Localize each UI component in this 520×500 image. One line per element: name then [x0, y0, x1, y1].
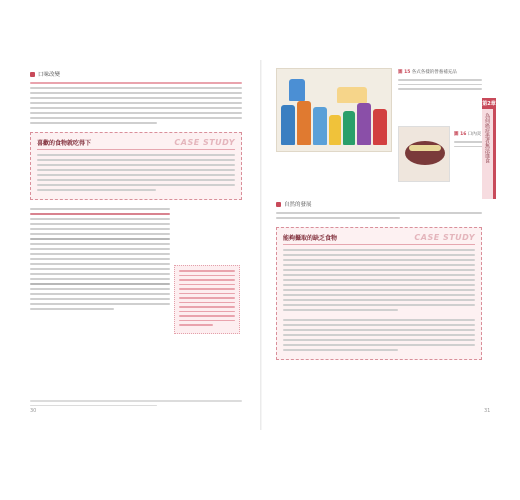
figure2-caption [454, 132, 484, 150]
left-body-text-2 [30, 208, 170, 310]
figure-area [276, 68, 482, 188]
figure2-caption-text: 口內炎 [467, 132, 482, 137]
left-sidenote [174, 265, 240, 334]
right-section-title: 自然的發展 [284, 202, 312, 208]
left-case-label: CASE STUDY [174, 138, 235, 147]
stomatitis-photo [398, 126, 450, 182]
left-page-number: 30 [30, 408, 37, 414]
figure1-caption-text: 各式各樣的營養補充品 [411, 70, 457, 75]
page-gutter [260, 60, 262, 430]
left-body-text-1 [30, 82, 242, 124]
supplements-photo [276, 68, 392, 152]
right-section-heading [276, 200, 482, 208]
left-footnote [30, 400, 242, 409]
figure2-caption-label: 圖 16 [454, 132, 467, 137]
right-case-label: CASE STUDY [414, 233, 475, 242]
right-body-text-1 [276, 212, 482, 219]
right-case-box [276, 227, 482, 360]
figure1-caption-label: 圖 15 [398, 70, 411, 75]
left-section-title: 口味改變 [38, 72, 61, 78]
left-case-title: 喜歡的食物就吃得下 [37, 140, 92, 147]
section-bullet-icon [30, 72, 35, 77]
book-spread [14, 60, 508, 430]
right-page-number: 31 [484, 408, 491, 414]
section-bullet-icon-2 [276, 202, 281, 207]
chapter-tab-head: 第2章 [482, 101, 496, 107]
right-page [276, 68, 496, 368]
left-case-box [30, 132, 242, 200]
figure1-caption [398, 70, 482, 93]
chapter-tab [482, 98, 496, 199]
left-section-heading [30, 70, 242, 78]
right-case-title: 能夠攝取的缺乏食物 [283, 235, 338, 242]
chapter-tab-body: 為何癌症患者無法進食 [482, 109, 493, 199]
